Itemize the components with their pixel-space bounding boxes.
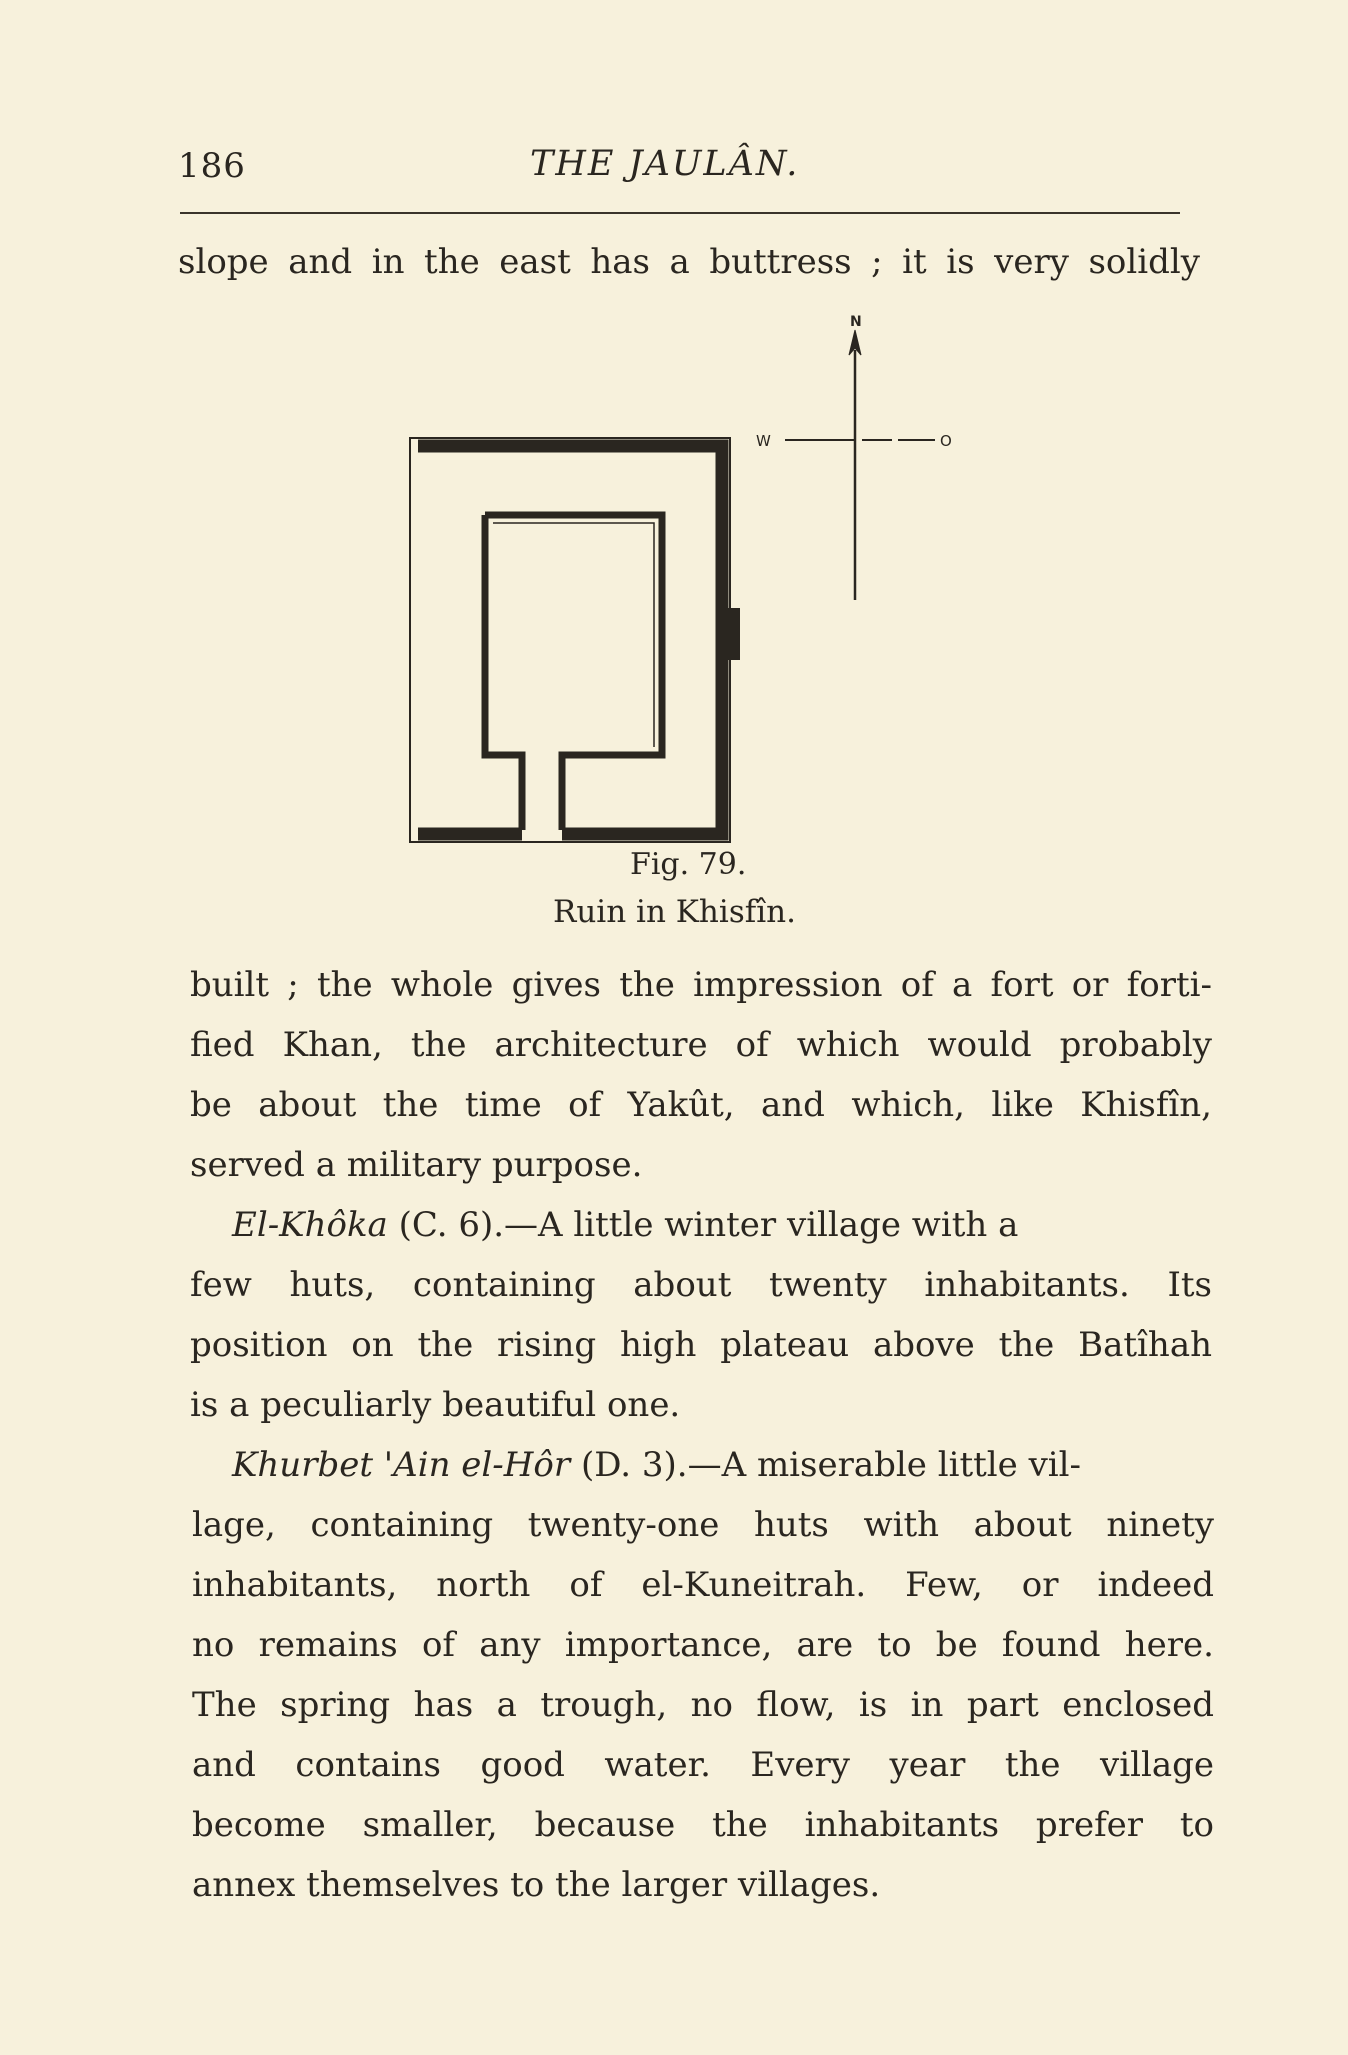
compass <box>785 330 935 600</box>
paragraph-text: (D. 3).—A miserable little vil- <box>570 1445 1082 1485</box>
paragraph-line: no remains of any importance, are to be found here. <box>192 1625 1214 1665</box>
ruin-plan-drawing <box>400 290 980 850</box>
page-number: 186 <box>178 146 246 186</box>
intro-line: slope and in the east has a buttress ; it is very solidly <box>178 242 1200 282</box>
place-name: Khurbet 'Ain el-Hôr <box>232 1445 571 1485</box>
ruin-plan-figure <box>400 290 980 850</box>
paragraph-line: few huts, containing about twenty inhabitants. Its <box>190 1265 1212 1305</box>
paragraph-line: built ; the whole gives the impression of a fort or forti- <box>190 965 1212 1005</box>
compass-east-label: O <box>940 432 952 450</box>
paragraph-first-line <box>232 1445 1081 1485</box>
paragraph-line: annex themselves to the larger villages. <box>192 1865 881 1905</box>
figure-caption: Ruin in Khisfîn. <box>553 894 796 930</box>
paragraph-line: be about the time of Yakût, and which, like Khisfîn, <box>190 1085 1212 1125</box>
paragraph-text: (C. 6).—A little winter village with a <box>387 1205 1019 1245</box>
compass-west-label: W <box>756 432 771 450</box>
paragraph-line: fied Khan, the architecture of which would probably <box>190 1025 1212 1065</box>
place-name: El-Khôka <box>232 1205 388 1245</box>
paragraph-line: lage, containing twenty-one huts with about ninety <box>192 1505 1214 1545</box>
paragraph-line: inhabitants, north of el-Kuneitrah. Few, or indeed <box>192 1565 1214 1605</box>
header-rule <box>180 212 1180 214</box>
figure-label: Fig. 79. <box>630 847 747 882</box>
paragraph-line: and contains good water. Every year the village <box>192 1745 1214 1785</box>
paragraph-first-line <box>232 1205 1018 1245</box>
buttress <box>728 608 740 660</box>
paragraph-line: is a peculiarly beautiful one. <box>190 1385 681 1425</box>
running-title: THE JAULÂN. <box>530 144 800 184</box>
paragraph-line: The spring has a trough, no flow, is in part enclosed <box>192 1685 1214 1725</box>
compass-north-label: N <box>850 314 862 330</box>
paragraph-line: position on the rising high plateau above the Batîhah <box>190 1325 1212 1365</box>
paragraph-line: served a military purpose. <box>190 1145 643 1185</box>
paragraph-line: become smaller, because the inhabitants prefer to <box>192 1805 1214 1845</box>
